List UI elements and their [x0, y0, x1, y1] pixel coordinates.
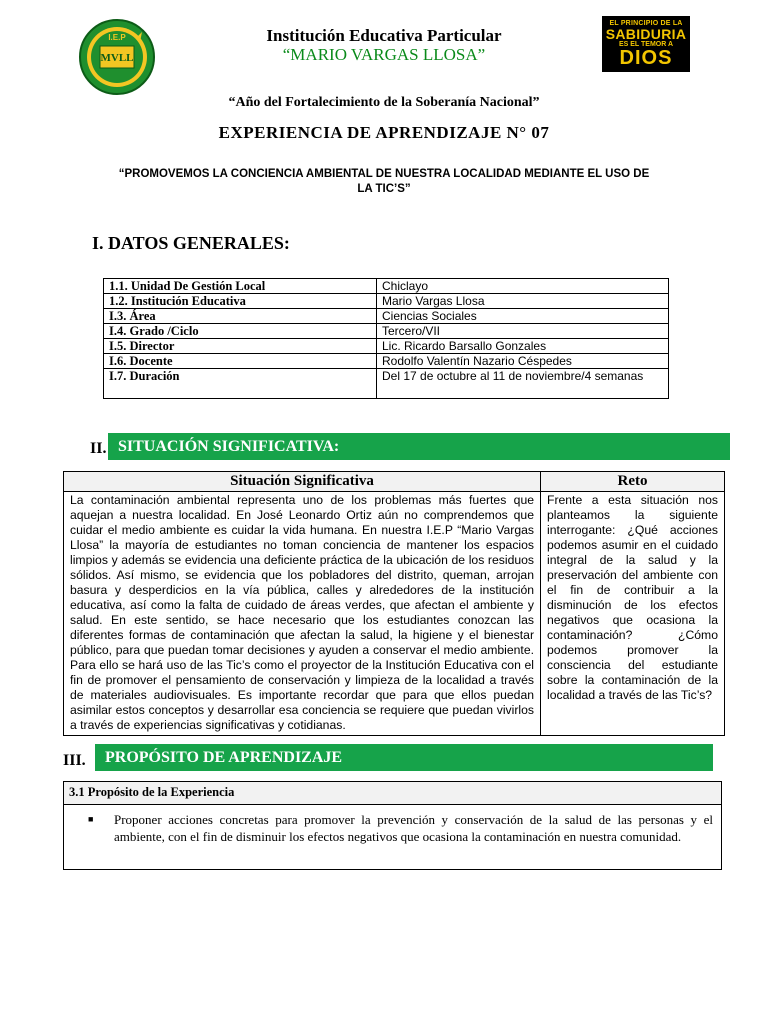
square-bullet-icon: ■	[88, 814, 94, 824]
situation-column-header: Situación Significativa	[64, 472, 541, 492]
row-value: Rodolfo Valentín Nazario Céspedes	[377, 354, 669, 369]
crest-top-text: I.E.P	[108, 33, 126, 42]
row-key: 1.2. Institución Educativa	[104, 294, 377, 309]
motto-line-1: EL PRINCIPIO DE LA	[609, 20, 683, 27]
table-row	[64, 492, 725, 736]
table-row	[104, 279, 669, 294]
section-2-number: II.	[90, 440, 107, 457]
row-key: 1.1. Unidad De Gestión Local	[104, 279, 377, 294]
purpose-box-title: 3.1 Propósito de la Experiencia	[64, 782, 721, 805]
table-row	[104, 354, 669, 369]
row-value: Tercero/VII	[377, 324, 669, 339]
challenge-column-header: Reto	[541, 472, 725, 492]
row-key: I.5. Director	[104, 339, 377, 354]
row-key: I.4. Grado /Ciclo	[104, 324, 377, 339]
purpose-bullet-item	[64, 805, 721, 845]
table-row	[104, 369, 669, 399]
row-key: I.7. Duración	[104, 369, 377, 399]
motto-line-2: SABIDURIA	[605, 26, 687, 42]
row-value: Ciencias Sociales	[377, 309, 669, 324]
institution-type: Institución Educativa Particular	[266, 26, 502, 45]
section-3-number: III.	[63, 752, 86, 769]
purpose-box	[63, 781, 722, 870]
situation-text: La contaminación ambiental representa uno de los problemas más fuertes que aquejan a nuestra localidad. En José Leonardo Ortiz aún no comprendemos que cuidar el medio ambiente es cuidar la vida humana. En nuestra I.E.P “Mario Vargas Llosa” la mayoría de estudiantes no toman conciencia de mantener los espacios limpios y además se evidencia una deficiente práctica de la ubicación de los residuos sólidos. Así mismo, se evidencia que los pobladores del distrito, queman, arrojan basura y desperdicios en la vía pública, calles y alrededores de la institución educativa, así como la falta de cuidado de áreas verdes, que afectan el ambiente y salud. En este sentido, se hace necesario que los estudiantes conozcan las diferentes formas de contaminación que afectan la salud, la higiene y el bienestar público, para que puedan tomar decisiones y ayuden a conservar el medio ambiente. Para ello se hará uso de las Tic’s como el proyector de la Institución Educativa con el fin de promover el pensamiento de conservación y limpieza de la localidad a través de materiales audiovisuales. Es importante recordar que para que ellos puedan asimilar estos conceptos y desarrollar esa conciencia se requiere que puedan vivirlos a través de experiencias significativas y cotidianas.	[64, 492, 541, 736]
experience-subtitle: “PROMOVEMOS LA CONCIENCIA AMBIENTAL DE NUESTRA LOCALIDAD MEDIANTE EL USO DE LA TIC’S”	[118, 168, 650, 195]
table-row	[104, 294, 669, 309]
purpose-text: Proponer acciones concretas para promover la prevención y conservación de la salud de las personas y el ambiente, con el fin de disminuir los efectos negativos que ocasiona la contaminación en nuestra comunidad.	[114, 812, 713, 844]
section-3-title: PROPÓSITO DE APRENDIZAJE	[95, 744, 713, 771]
table-row	[104, 339, 669, 354]
table-header-row	[64, 472, 725, 492]
row-value: Del 17 de octubre al 11 de noviembre/4 semanas	[377, 369, 669, 399]
motto-line-4: DIOS	[619, 47, 673, 69]
row-value: Mario Vargas Llosa	[377, 294, 669, 309]
table-row	[104, 309, 669, 324]
section-1-title: I. DATOS GENERALES:	[92, 233, 290, 253]
row-value: Lic. Ricardo Barsallo Gonzales	[377, 339, 669, 354]
row-key: I.6. Docente	[104, 354, 377, 369]
experience-title: EXPERIENCIA DE APRENDIZAJE N° 07	[218, 123, 550, 142]
section-2-title: SITUACIÓN SIGNIFICATIVA:	[108, 433, 730, 460]
general-data-table	[103, 278, 669, 399]
year-motto: “Año del Fortalecimiento de la Soberanía Nacional”	[228, 95, 540, 110]
situation-table	[63, 471, 725, 736]
school-name: “MARIO VARGAS LLOSA”	[282, 45, 486, 64]
row-key: I.3. Área	[104, 309, 377, 324]
challenge-text: Frente a esta situación nos planteamos la siguiente interrogante: ¿Qué acciones podemos asumir en el cuidado integral de la salud y la preservación del ambiente con el fin de contribuir a la disminución de los efectos negativos que ocasiona la contaminación? ¿Cómo podemos promover la consciencia del estudiante sobre la contaminación de la localidad a través de las Tic’s?	[541, 492, 725, 736]
row-value: Chiclayo	[377, 279, 669, 294]
table-row	[104, 324, 669, 339]
motto-line-3: ES EL TEMOR A	[618, 41, 674, 48]
crest-monogram: MVLL	[100, 52, 134, 64]
